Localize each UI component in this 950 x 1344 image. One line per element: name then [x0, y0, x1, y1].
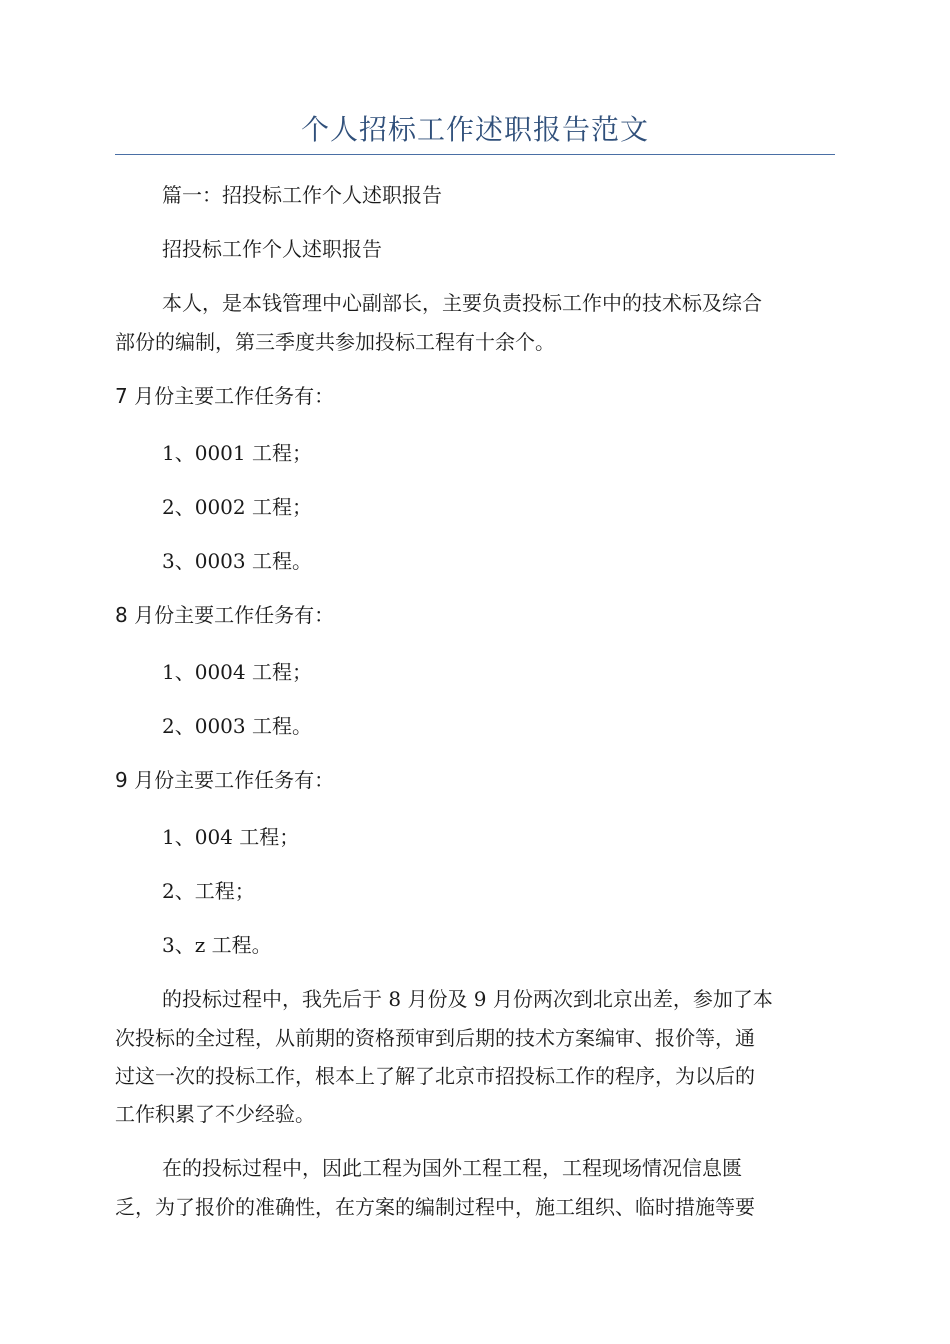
title-underline [115, 154, 835, 155]
list-item: 3、0003 工程。 [162, 549, 312, 573]
month-heading-text: 月份主要工作任务有： [127, 384, 335, 408]
month-number: 9 [115, 768, 128, 792]
paragraph-line: 部份的编制，第三季度共参加投标工程有十余个。 [115, 330, 555, 354]
list-item: 2、0003 工程。 [162, 714, 312, 738]
month-heading-july [115, 382, 835, 410]
paragraph-line: 乏，为了报价的准确性，在方案的编制过程中，施工组织、临时措施等要 [115, 1195, 755, 1219]
section-heading: 篇一：招投标工作个人述职报告 [162, 183, 442, 207]
paragraph-line: 在的投标过程中，因此工程为国外工程工程，工程现场情况信息匮 [162, 1156, 742, 1180]
paragraph-line: 过这一次的投标工作，根本上了解了北京市招投标工作的程序，为以后的 [115, 1064, 755, 1088]
month-heading-text: 月份主要工作任务有： [127, 603, 335, 627]
paragraph-line: 工作积累了不少经验。 [115, 1102, 315, 1126]
list-item: 3、z 工程。 [162, 933, 272, 957]
month-number: 8 [115, 603, 128, 627]
list-item: 1、0004 工程； [162, 660, 312, 684]
document-title: 个人招标工作述职报告范文 [300, 113, 649, 146]
month-heading-august [115, 601, 835, 629]
month-number: 7 [115, 384, 128, 408]
paragraph-line: 次投标的全过程，从前期的资格预审到后期的技术方案编审、报价等，通 [115, 1026, 755, 1050]
subtitle-line: 招投标工作个人述职报告 [162, 237, 382, 261]
paragraph-line: 本人，是本钱管理中心副部长，主要负责投标工作中的技术标及综合 [162, 291, 762, 315]
list-item: 2、0002 工程； [162, 495, 312, 519]
list-item: 1、004 工程； [162, 825, 300, 849]
list-item: 2、工程； [162, 879, 255, 903]
month-heading-text: 月份主要工作任务有： [127, 768, 335, 792]
month-heading-september [115, 766, 835, 794]
list-item: 1、0001 工程； [162, 441, 312, 465]
paragraph-line: 的投标过程中，我先后于 8 月份及 9 月份两次到北京出差，参加了本 [162, 987, 773, 1011]
